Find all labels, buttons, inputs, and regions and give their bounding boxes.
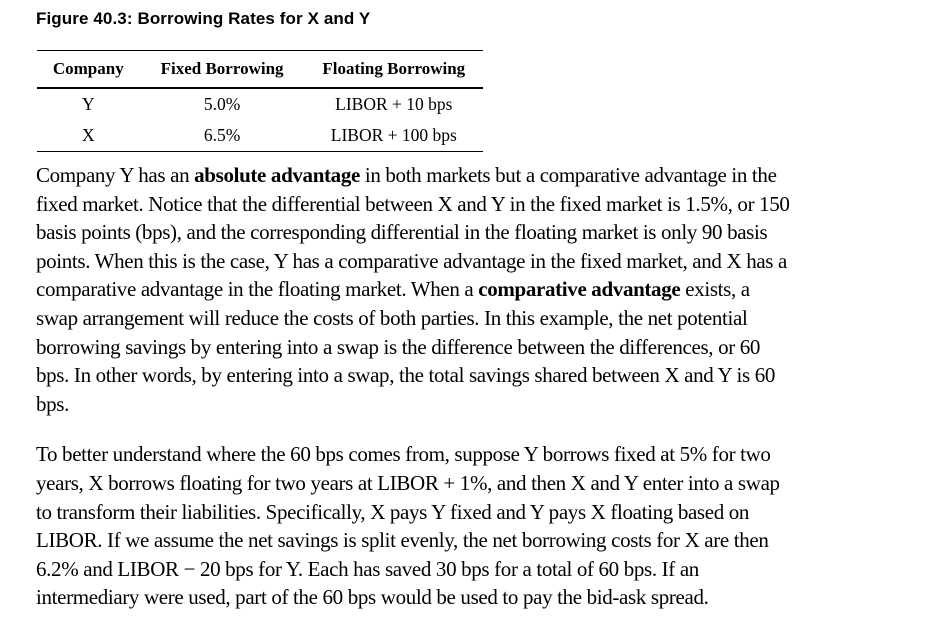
text-line: swap arrangement will reduce the costs of both parties. In this example, the net potential: [36, 305, 748, 330]
cell-fixed-rate: 5.0%: [203, 94, 241, 114]
cell-fixed-rate: 6.5%: [203, 125, 241, 145]
text-run-bold-comparative-advantage: comparative advantage: [478, 277, 681, 302]
text-line: fixed market. Notice that the differential between X and Y in the fixed market is 1.5%, or 150: [36, 191, 790, 216]
paragraph-comparative-advantage: [36, 161, 917, 418]
text-line: basis points (bps), and the corresponding differential in the floating market is only 90 basis: [36, 220, 768, 245]
text-run: in both markets but a comparative advantage in the: [359, 163, 777, 187]
text-line: 6.2% and LIBOR − 20 bps for Y. Each has saved 30 bps for a total of 60 bps. If an: [36, 556, 699, 581]
text-run: comparative advantage in the floating market. When a: [36, 277, 479, 302]
text-line: bps.: [36, 391, 70, 416]
text-line: to transform their liabilities. Specifically, X pays Y fixed and Y pays X floating based on: [36, 499, 750, 524]
text-line: years, X borrows floating for two years at LIBOR + 1%, and then X and Y enter into a swap: [36, 470, 780, 495]
text-line: intermediary were used, part of the 60 bps would be used to pay the bid-ask spread.: [36, 585, 709, 610]
text-line: bps. In other words, by entering into a swap, the total savings shared between X and Y is 60: [36, 363, 775, 388]
table-header-row: [37, 51, 483, 89]
borrowing-rates-table: [37, 50, 483, 152]
column-header-fixed-borrowing: Fixed Borrowing: [140, 51, 305, 89]
table-row-company-x: [37, 120, 483, 152]
text-line: borrowing savings by entering into a swap is the difference between the differences, or 60: [36, 334, 761, 359]
text-run: exists, a: [680, 277, 750, 302]
cell-company: X: [81, 125, 95, 145]
cell-company: Y: [81, 94, 95, 114]
text-line: [36, 161, 917, 190]
cell-floating-rate: LIBOR + 10 bps: [335, 94, 453, 114]
column-header-company: Company: [37, 51, 140, 89]
text-line: LIBOR. If we assume the net savings is split evenly, the net borrowing costs for X are then: [36, 528, 769, 553]
table-row-company-y: [37, 88, 483, 120]
text-line: points. When this is the case, Y has a comparative advantage in the fixed market, and X has a: [36, 248, 788, 273]
cell-floating-rate: LIBOR + 100 bps: [330, 125, 457, 145]
text-run-bold-absolute-advantage: absolute advantage: [194, 163, 360, 187]
text-run: Company Y has an: [36, 163, 195, 187]
text-line: [36, 275, 917, 304]
column-header-floating-borrowing: Floating Borrowing: [305, 51, 483, 89]
paragraph-swap-example: [36, 440, 917, 612]
text-line: To better understand where the 60 bps comes from, suppose Y borrows fixed at 5% for two: [36, 442, 771, 467]
figure-title: Figure 40.3: Borrowing Rates for X and Y: [36, 9, 371, 28]
